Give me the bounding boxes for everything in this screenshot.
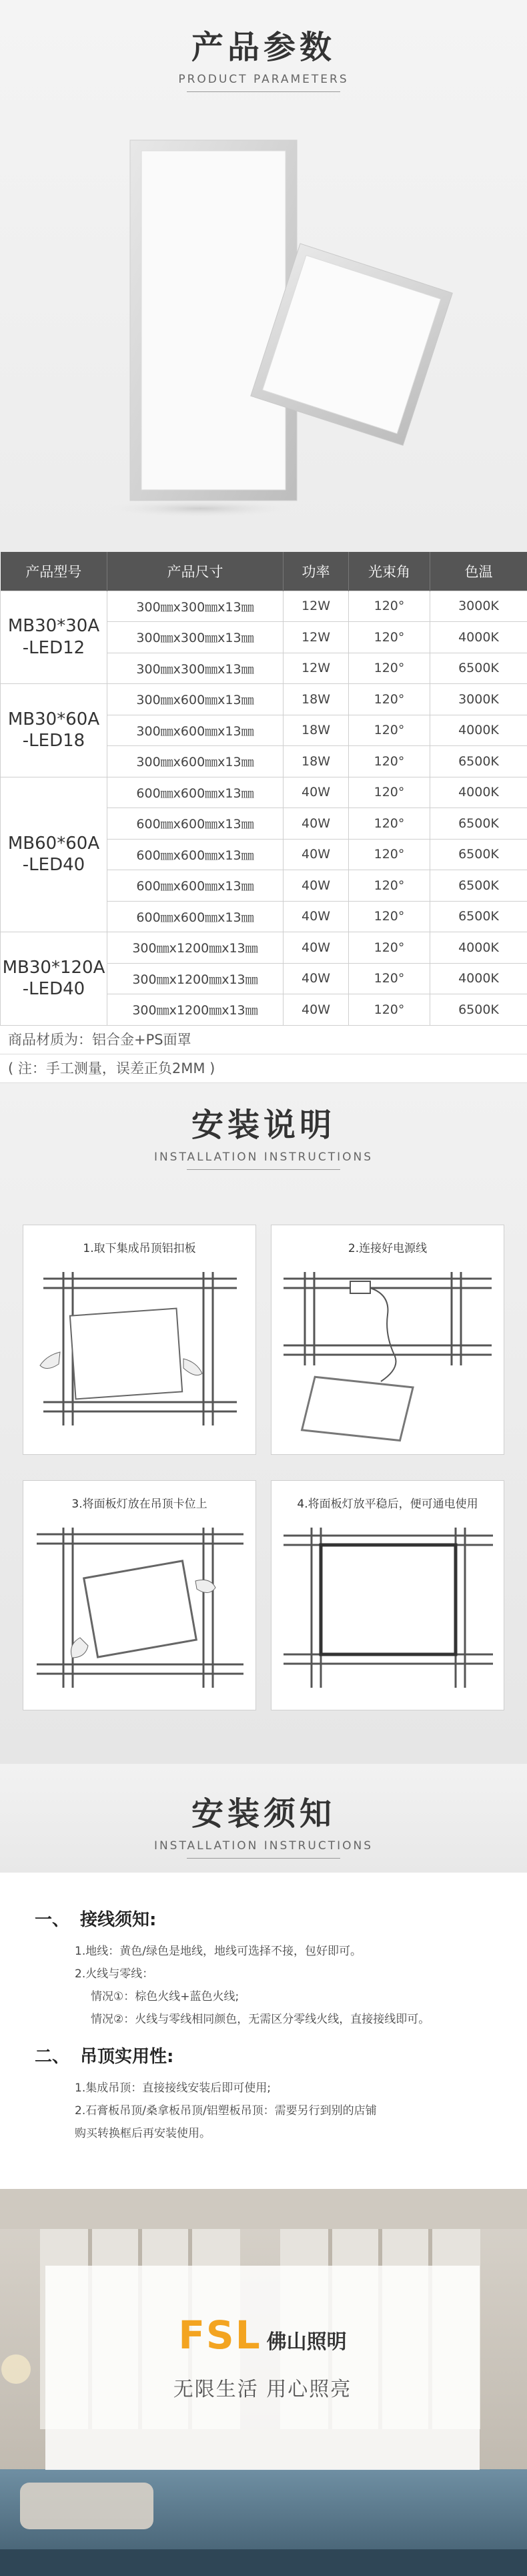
table-cell: 4000K: [430, 932, 527, 964]
table-cell: 40W: [284, 932, 349, 964]
column-header: 光束角: [349, 552, 430, 591]
table-cell: 6500K: [430, 746, 527, 777]
table-cell: 120°: [349, 808, 430, 840]
table-cell: 40W: [284, 963, 349, 994]
table-cell: 120°: [349, 932, 430, 964]
column-header: 功率: [284, 552, 349, 591]
heading-number: 一、: [35, 1906, 69, 1931]
section-title: 安装须知: [0, 1788, 527, 1834]
measurement-note: ( 注：手工测量，误差正负2MM ): [0, 1054, 527, 1083]
table-cell: 300㎜x600㎜x13㎜: [107, 684, 284, 715]
divider: [187, 1858, 340, 1859]
table-cell: 120°: [349, 591, 430, 622]
install-step-1: [23, 1225, 256, 1455]
table-cell: 120°: [349, 777, 430, 808]
section-header: [0, 1099, 527, 1170]
brand-box: [45, 2266, 480, 2470]
table-cell: 40W: [284, 901, 349, 932]
column-header: 产品尺寸: [107, 552, 284, 591]
model-cell: MB30*120A -LED40: [1, 932, 107, 1026]
table-cell: 6500K: [430, 653, 527, 684]
divider: [187, 1169, 340, 1170]
table-row: [1, 591, 527, 622]
brand-name: 佛山照明: [267, 2325, 347, 2354]
table-cell: 4000K: [430, 715, 527, 746]
table-cell: 3000K: [430, 684, 527, 715]
spec-section: [0, 552, 527, 1083]
table-cell: 40W: [284, 994, 349, 1026]
section-header: [0, 1764, 527, 1873]
wiring-line: 情况①：棕色火线+蓝色火线;: [35, 1985, 527, 2008]
panel-light-image: [0, 100, 527, 527]
section-title: 安装说明: [0, 1099, 527, 1145]
table-cell: 120°: [349, 839, 430, 870]
table-cell: 300㎜x300㎜x13㎜: [107, 622, 284, 653]
table-cell: 6500K: [430, 870, 527, 902]
install-step-2: [271, 1225, 504, 1455]
column-header: 色温: [430, 552, 527, 591]
material-text: 商品材质为：铝合金+PS面罩: [0, 1026, 527, 1054]
wiring-heading: [35, 1906, 527, 1931]
brand-logo: [45, 2312, 480, 2358]
divider: [187, 91, 340, 92]
brand-slogan: 无限生活 用心照亮: [45, 2372, 480, 2402]
model-cell: MB60*60A -LED40: [1, 777, 107, 932]
table-cell: 4000K: [430, 622, 527, 653]
heading-text: 吊顶实用性:: [80, 2043, 173, 2067]
heading-text: 接线须知:: [80, 1906, 156, 1931]
usage-line: 购买转换框后再安装使用。: [35, 2122, 527, 2145]
table-cell: 40W: [284, 870, 349, 902]
step-label: 2.连接好电源线: [272, 1239, 504, 1255]
table-cell: 18W: [284, 715, 349, 746]
section-subtitle: PRODUCT PARAMETERS: [0, 73, 527, 86]
model-cell: MB30*30A -LED12: [1, 591, 107, 684]
install-section: [0, 1083, 527, 1764]
table-cell: 12W: [284, 622, 349, 653]
spec-table: [0, 552, 527, 1026]
usage-line: 1.集成吊顶：直接接线安装后即可使用;: [35, 2077, 527, 2100]
table-cell: 6500K: [430, 901, 527, 932]
table-cell: 3000K: [430, 591, 527, 622]
usage-heading: [35, 2043, 527, 2067]
table-cell: 40W: [284, 839, 349, 870]
table-cell: 120°: [349, 994, 430, 1026]
table-cell: 18W: [284, 746, 349, 777]
ceiling-removal-illustration: [23, 1265, 257, 1452]
wiring-illustration: [272, 1265, 505, 1452]
wiring-line: 2.火线与零线：: [35, 1963, 527, 1985]
brand-logo-text: FSL: [178, 2312, 261, 2358]
table-cell: 600㎜x600㎜x13㎜: [107, 870, 284, 902]
section-header: [0, 21, 527, 92]
table-cell: 40W: [284, 777, 349, 808]
step-label: 3.将面板灯放在吊顶卡位上: [23, 1494, 255, 1511]
product-hero-section: [0, 0, 527, 552]
table-cell: 12W: [284, 653, 349, 684]
table-header-row: [1, 552, 527, 591]
table-cell: 300㎜x300㎜x13㎜: [107, 653, 284, 684]
brand-banner: [0, 2189, 527, 2576]
table-cell: 120°: [349, 901, 430, 932]
panel-installed-illustration: [272, 1521, 505, 1708]
table-cell: 120°: [349, 653, 430, 684]
table-cell: 600㎜x600㎜x13㎜: [107, 839, 284, 870]
section-title: 产品参数: [0, 21, 527, 67]
table-cell: 300㎜x300㎜x13㎜: [107, 591, 284, 622]
column-header: 产品型号: [1, 552, 107, 591]
step-label: 1.取下集成吊顶铝扣板: [23, 1239, 255, 1255]
table-cell: 120°: [349, 963, 430, 994]
spec-table-body: [1, 591, 527, 1025]
notice-body: [0, 1873, 527, 2145]
table-row: [1, 777, 527, 808]
table-row: [1, 684, 527, 715]
table-cell: 18W: [284, 684, 349, 715]
install-step-3: [23, 1480, 256, 1710]
table-cell: 40W: [284, 808, 349, 840]
table-cell: 6500K: [430, 994, 527, 1026]
table-cell: 6500K: [430, 839, 527, 870]
table-cell: 120°: [349, 684, 430, 715]
table-cell: 120°: [349, 870, 430, 902]
notice-section: [0, 1764, 527, 2189]
table-row: [1, 932, 527, 964]
table-cell: 120°: [349, 622, 430, 653]
table-cell: 600㎜x600㎜x13㎜: [107, 808, 284, 840]
wiring-line: 1.地线：黄色/绿色是地线，地线可选择不接，包好即可。: [35, 1940, 527, 1963]
table-cell: 600㎜x600㎜x13㎜: [107, 901, 284, 932]
table-cell: 12W: [284, 591, 349, 622]
table-cell: 4000K: [430, 963, 527, 994]
step-label: 4.将面板灯放平稳后，便可通电使用: [272, 1494, 504, 1511]
section-subtitle: INSTALLATION INSTRUCTIONS: [0, 1151, 527, 1164]
table-cell: 300㎜x1200㎜x13㎜: [107, 963, 284, 994]
usage-line: 2.石膏板吊顶/桑拿板吊顶/铝塑板吊顶：需要另行到别的店铺: [35, 2100, 527, 2122]
install-step-4: [271, 1480, 504, 1710]
table-cell: 4000K: [430, 777, 527, 808]
table-cell: 300㎜x1200㎜x13㎜: [107, 994, 284, 1026]
table-cell: 120°: [349, 746, 430, 777]
model-cell: MB30*60A -LED18: [1, 684, 107, 777]
placing-panel-illustration: [23, 1521, 257, 1708]
heading-number: 二、: [35, 2043, 69, 2067]
table-cell: 6500K: [430, 808, 527, 840]
table-cell: 120°: [349, 715, 430, 746]
table-cell: 600㎜x600㎜x13㎜: [107, 777, 284, 808]
table-cell: 300㎜x600㎜x13㎜: [107, 746, 284, 777]
table-cell: 300㎜x1200㎜x13㎜: [107, 932, 284, 964]
table-cell: 300㎜x600㎜x13㎜: [107, 715, 284, 746]
wiring-line: 情况②：火线与零线相同颜色，无需区分零线火线，直接接线即可。: [35, 2008, 527, 2031]
section-subtitle: INSTALLATION INSTRUCTIONS: [0, 1839, 527, 1853]
